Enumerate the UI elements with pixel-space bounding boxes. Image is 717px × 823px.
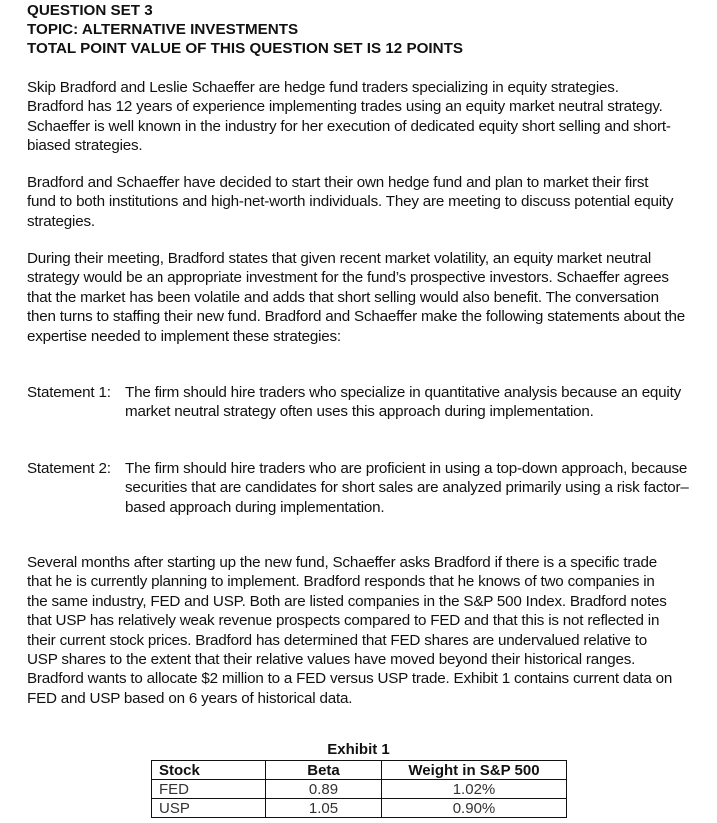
cell-beta: 0.89 (266, 780, 382, 799)
trade-paragraph: Several months after starting up the new fund, Schaeffer asks Bradford if there is a specific trade that he is currently planning to implement. Bradford responds that he knows of two companies in the same industry, FED and USP. Both are listed companies in the S&P 500 Index. Bradford notes that USP has relatively weak revenue prospects compared to FED and that this is not reflected in their current stock prices. Bradford has determined that FED shares are undervalued relative to USP shares to the extent that their relative values have moved beyond their historical ranges. Bradford wants to allocate $2 million to a FED versus USP trade. Exhibit 1 contains current data on FED and USP based on 6 years of historical data. (27, 554, 673, 707)
question-set-topic: TOPIC: ALTERNATIVE INVESTMENTS (27, 21, 299, 38)
meeting-paragraph: During their meeting, Bradford states that given recent market volatility, an equity market neutral strategy would be an appropriate investment for the fund’s prospective investors. Schaeffer agrees that the market has been volatile and adds that short selling would also benefit. The conversation then turns to staffing their new fund. Bradford and Schaeffer make the following statements about the expertise needed to implement these strategies: (27, 250, 686, 345)
question-set-points: TOTAL POINT VALUE OF THIS QUESTION SET IS 12 POINTS (27, 40, 463, 57)
cell-weight: 1.02% (382, 780, 567, 799)
column-header-weight: Weight in S&P 500 (382, 761, 567, 780)
cell-stock: FED (152, 780, 266, 799)
cell-weight: 0.90% (382, 799, 567, 818)
exhibit-table (151, 760, 567, 818)
statement-text: The firm should hire traders who specialize in quantitative analysis because an equity market neutral strategy often uses this approach during implementation. (125, 384, 682, 421)
column-header-stock: Stock (152, 761, 266, 780)
table-header-row (152, 761, 567, 780)
cell-beta: 1.05 (266, 799, 382, 818)
question-set-header (27, 1, 707, 58)
table-row (152, 780, 567, 799)
fund-plan-paragraph: Bradford and Schaeffer have decided to start their own hedge fund and plan to market their first fund to both institutions and high-net-worth individuals. They are meeting to discuss potential equity strategies. (27, 174, 674, 230)
exhibit-title: Exhibit 1 (327, 741, 390, 758)
cell-stock: USP (152, 799, 266, 818)
question-set-page (27, 0, 707, 817)
statement-label: Statement 1: (27, 384, 111, 401)
question-set-number: QUESTION SET 3 (27, 2, 153, 19)
column-header-beta: Beta (266, 761, 382, 780)
table-row (152, 799, 567, 818)
statement-text: The firm should hire traders who are proficient in using a top-down approach, because securities that are candidates for short sales are analyzed primarily using a risk factor–based approach during implementation. (125, 460, 689, 516)
statement-label: Statement 2: (27, 460, 111, 477)
intro-paragraph: Skip Bradford and Leslie Schaeffer are hedge fund traders specializing in equity strategies. Bradford has 12 years of experience implementing trades using an equity market neutral strategy. Schaeffer is well known in the industry for her execution of dedicated equity short selling and short-biased strategies. (27, 79, 671, 155)
statement-2 (27, 459, 697, 517)
statement-1 (27, 383, 697, 422)
